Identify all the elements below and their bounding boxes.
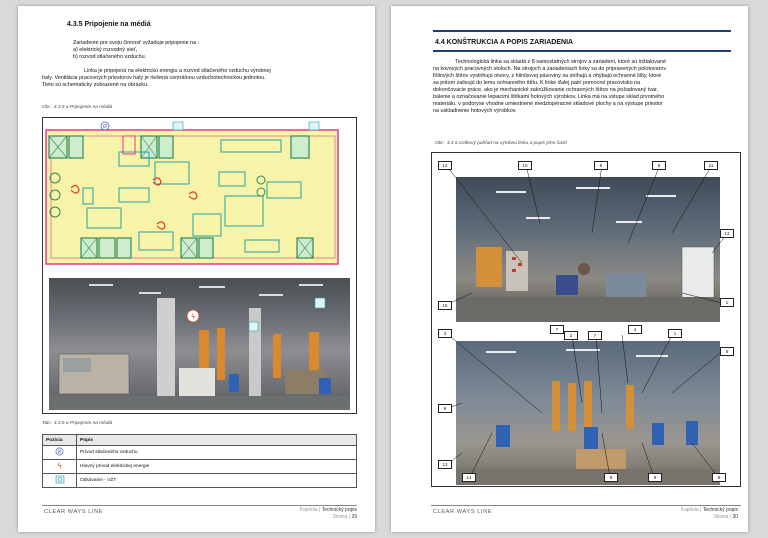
paragraph-line: Tieto sú schematicky zobrazené na obrázku. — [42, 82, 149, 88]
footer-page-number: 29 — [351, 514, 357, 520]
production-hall-photo — [49, 278, 350, 410]
table-cell-description: Odsávanie - VZT — [77, 474, 357, 488]
callout-label: 9 — [648, 473, 662, 482]
paragraph-line: haly. Ventilácia pracovných priestorov haly je riešená centrálnou vzduchotechnickou jednotou. — [42, 75, 266, 81]
table-row — [43, 474, 357, 488]
page-30 — [391, 6, 748, 532]
footer-meta: Kapitola | Technický popis Strana | 29 — [299, 507, 357, 520]
footer-strana-label: Strana — [713, 514, 729, 520]
table-row — [43, 446, 357, 460]
svg-text:ϟ: ϟ — [190, 313, 196, 321]
callout-label: 1 — [720, 298, 734, 307]
intro-line: a) elektrický rozvodný sieť, — [73, 47, 138, 53]
paragraph-line: sa potom zalisujú do lemu ochranného štítu. K linke ďalej patrí pomocné pracovisko na — [433, 80, 641, 86]
paragraph-line: dokončovacie práce, ako je mechanické zakrúžkovanie ochranných štítov na požadovaný tvar, — [433, 87, 659, 93]
callout-label: 11 — [704, 161, 718, 170]
callout-label: 5 — [720, 347, 734, 356]
section-title-bar-top — [433, 30, 731, 32]
intro-line: Zariadenie pre svoju činnosť vyžaduje pripojenie na : — [73, 40, 200, 46]
callout-label: 12 — [438, 161, 452, 170]
electric-supply-icon — [55, 461, 64, 470]
section-title: 4.3.5 Pripojenie na médiá — [67, 21, 151, 28]
footer-kapitola-label: Kapitola — [299, 507, 318, 513]
callout-label: 1 — [668, 329, 682, 338]
footer-kapitola-label: Kapitola — [680, 507, 699, 513]
callout-label: 4 — [628, 325, 642, 334]
page-29 — [18, 6, 375, 532]
media-connection-figure — [42, 117, 357, 414]
section-title: 4.4 KONŠTRUKCIA A POPIS ZARIADENIA — [435, 39, 574, 46]
table-row — [43, 460, 357, 474]
footer-chapter: Technický popis — [321, 507, 357, 513]
floor-plan-diagram — [43, 118, 356, 278]
figure-caption: Obr.: 4.3.5 a Pripojenie na médiá — [42, 105, 113, 110]
air-supply-icon — [55, 447, 64, 456]
table-header-row — [43, 435, 357, 446]
table-cell-description: Hlavný prívod elektrickej energie — [77, 460, 357, 474]
table-header-position: Pozícia — [43, 435, 77, 446]
paragraph-line: Technologická linka sa skladá z 8 samostatných strojov a zariadení, ktoré sú inštalované — [455, 59, 666, 65]
callout-label: 7 — [588, 331, 602, 340]
paragraph-line: fóliových štítov vystrihujú otvory, z hliníkovej pásoviny sa strihajú a ohýbajú ochranné lišty, ktoré — [433, 73, 662, 79]
table-caption: Tab.: 4.3.5 a Pripojenie na médiá — [42, 421, 113, 426]
footer-brand: CLEAR WAYS LINE — [433, 509, 493, 515]
callout-label: 15 — [438, 301, 452, 310]
svg-text:ϟ: ϟ — [56, 461, 63, 470]
footer-strana-label: Strana — [332, 514, 348, 520]
footer-chapter: Technický popis — [702, 507, 738, 513]
callout-label: 10 — [518, 161, 532, 170]
figure-caption: Obr.: 4.4 a Celkový pohľad na výrobnú linku a popis jeho častí — [435, 141, 567, 146]
footer-divider — [42, 505, 357, 506]
production-hall-illustration — [49, 278, 350, 410]
callout-label: 6 — [438, 404, 452, 413]
paragraph-line: Linka je pripojená na elektrickú energiu a rozvod stlačeného vzduchu výrobnej — [84, 68, 271, 74]
table-header-description: Popis — [77, 435, 357, 446]
paragraph-line: balenie a označovanie lepiacimi štítkami hotových výrobkov. Linka má na vstupe sklad prvotného — [433, 94, 665, 100]
callout-label: 13 — [438, 460, 452, 469]
callout-label: 2 — [564, 331, 578, 340]
callout-leaders — [432, 153, 742, 488]
paragraph-line: na kovových pracovných stoloch. Na strojoch a zariadeniach linky sa do pripravených polotovarov — [433, 66, 667, 72]
ventilation-icon — [55, 475, 65, 484]
paragraph-line: materiálu, v podoryse vhodne umiestnené medziopéracné skladové plochy a na výstupe priestor — [433, 101, 663, 107]
callout-label: 8 — [652, 161, 666, 170]
callout-label: 8 — [712, 473, 726, 482]
footer-divider — [431, 505, 741, 506]
line-overview-figure — [431, 152, 741, 487]
media-connection-table — [42, 434, 357, 488]
callout-label: 3 — [438, 329, 452, 338]
footer-meta: Kapitola | Technický popis Strana | 30 — [680, 507, 738, 520]
callout-label: 7 — [550, 325, 564, 334]
svg-text:Ø: Ø — [57, 449, 62, 456]
table-cell-description: Prívod stlačeného vzduchu — [77, 446, 357, 460]
paragraph-line: na uskladnenie hotových výrobkov. — [433, 108, 517, 114]
footer-brand: CLEAR WAYS LINE — [44, 509, 104, 515]
callout-label: 14 — [462, 473, 476, 482]
callout-label: 9 — [594, 161, 608, 170]
intro-line: b) rozvod stlačeného vzduchu. — [73, 54, 147, 60]
footer-page-number: 30 — [732, 514, 738, 520]
callout-label: 8 — [604, 473, 618, 482]
section-title-bar-bottom — [433, 50, 731, 52]
svg-text:Ø: Ø — [103, 124, 107, 130]
callout-label: 13 — [720, 229, 734, 238]
